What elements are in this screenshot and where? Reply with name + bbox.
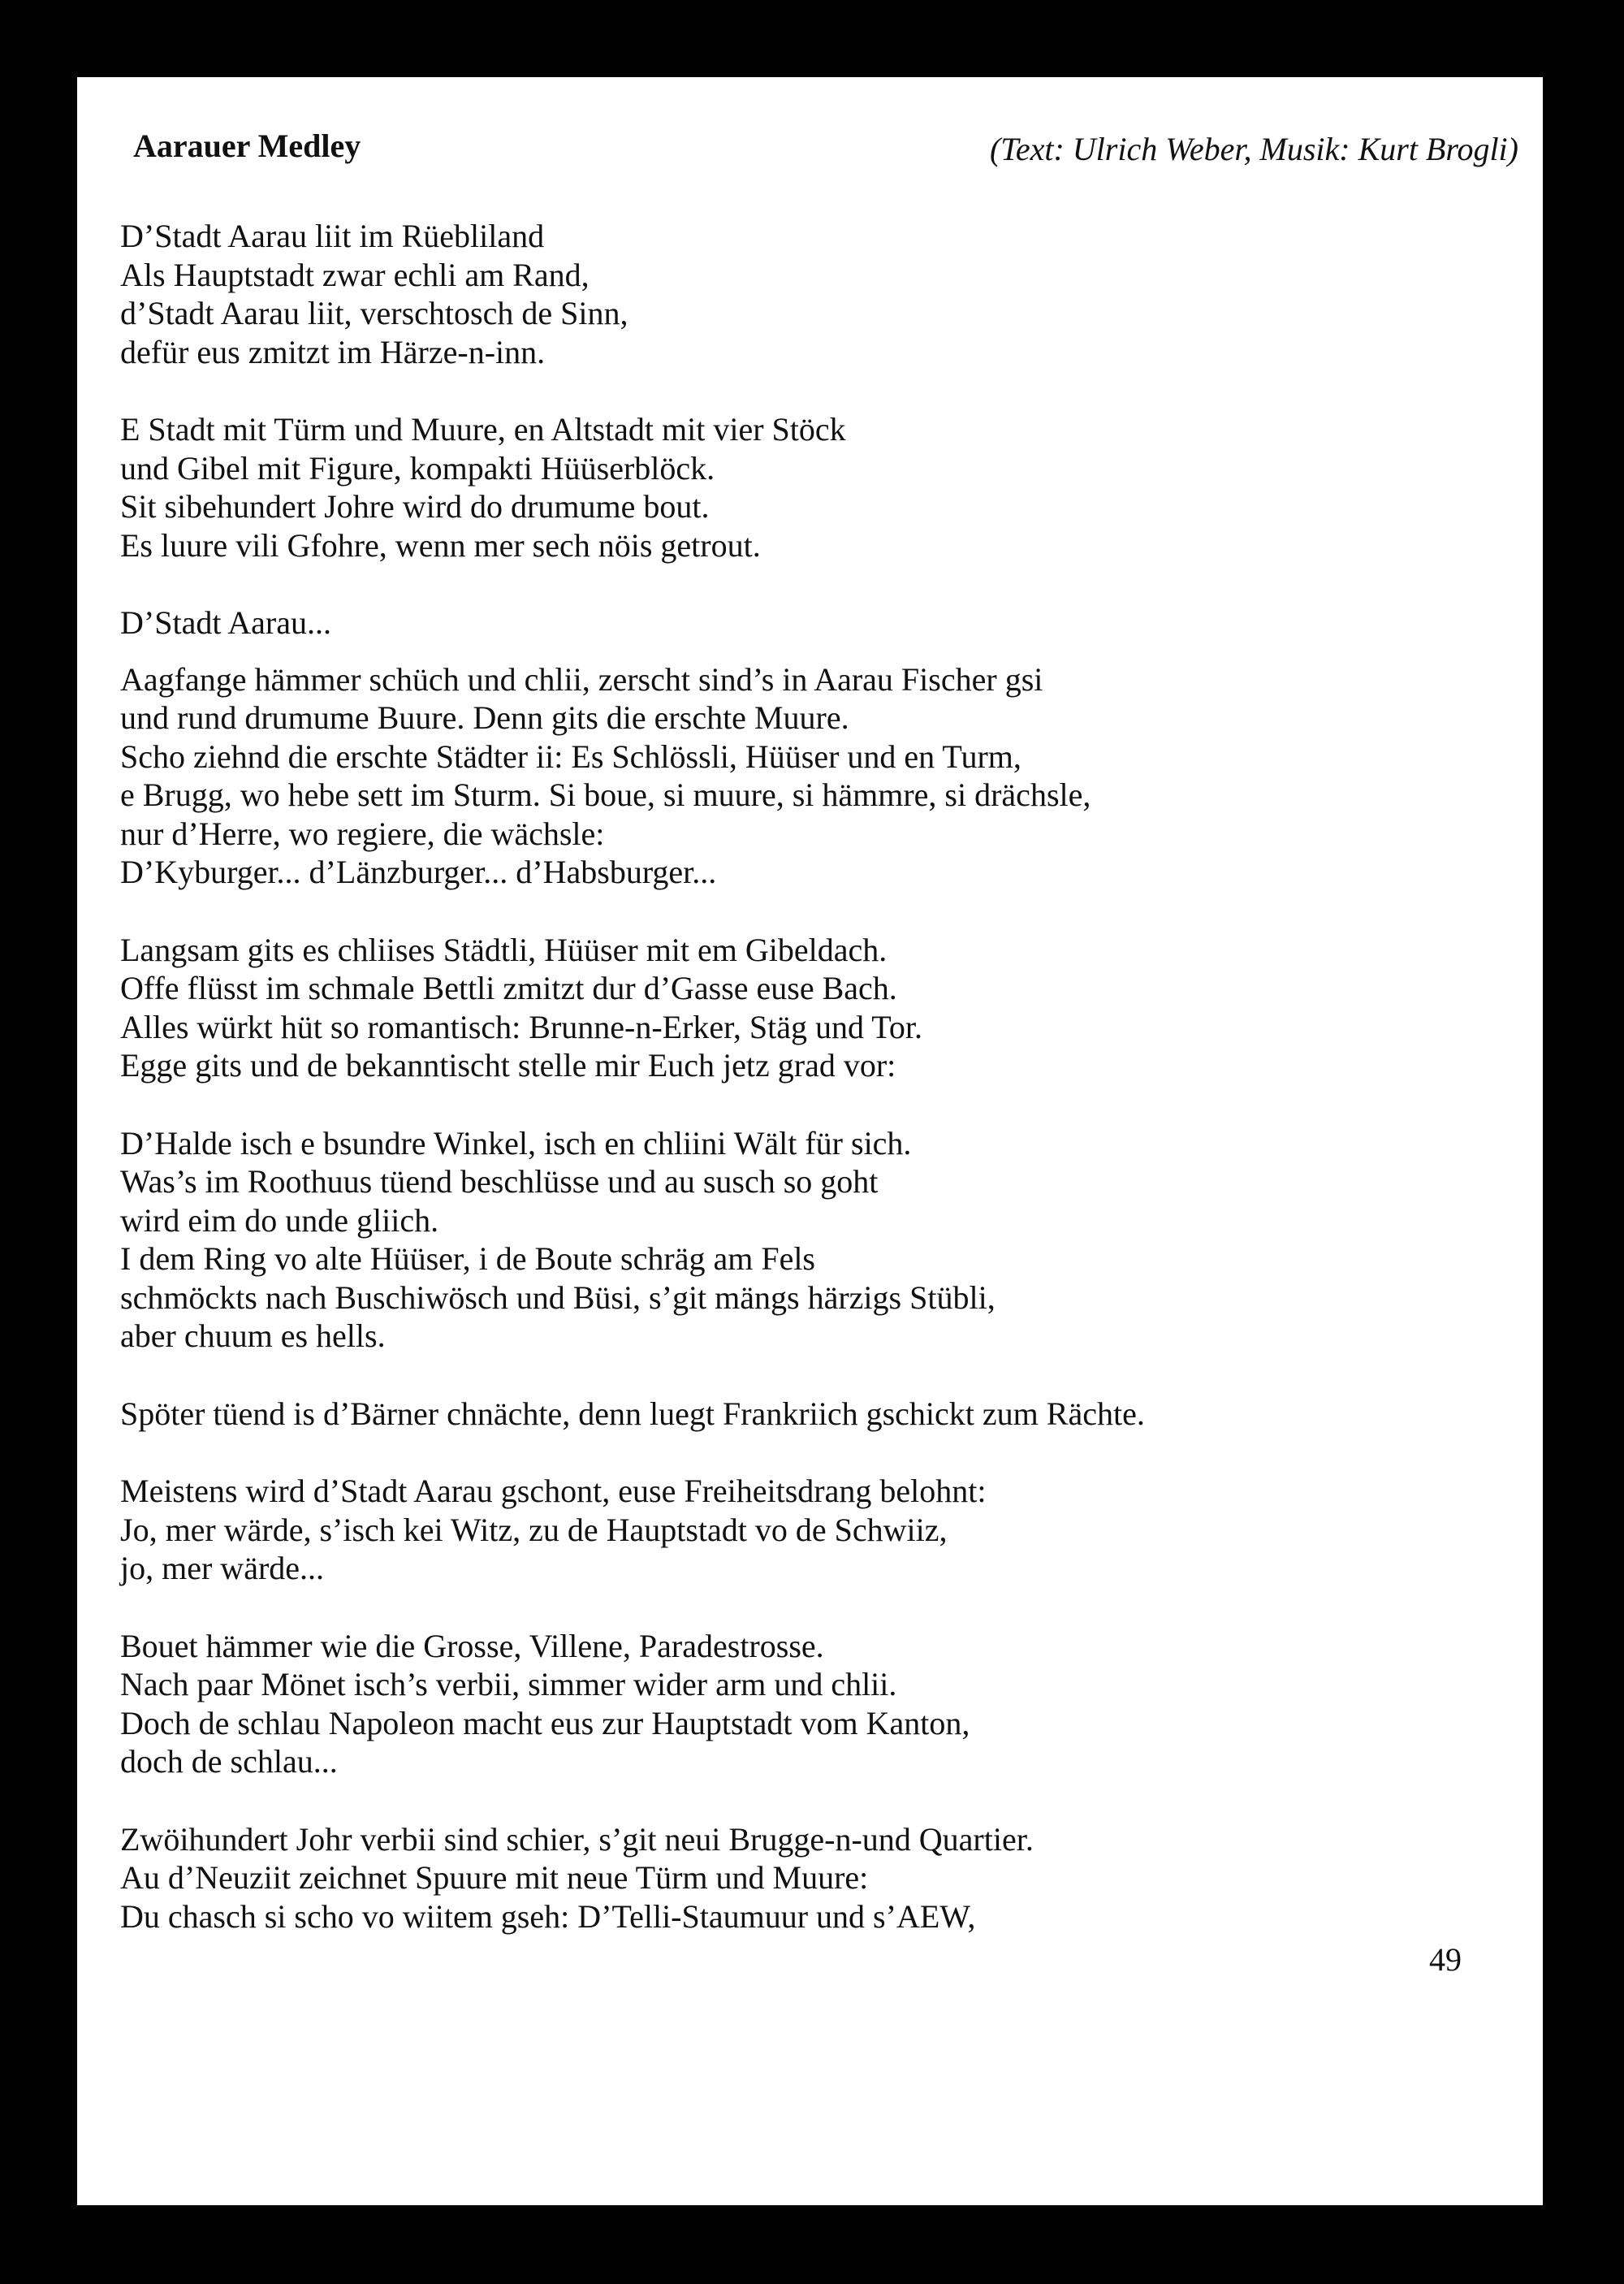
lyric-line: Au d’Neuziit zeichnet Spuure mit neue Türm und Muure: <box>120 1859 869 1896</box>
lyric-line: e Brugg, wo hebe sett im Sturm. Si boue, si muure, si hämmre, si drächsle, <box>120 776 1091 813</box>
lyric-line: Es luure vili Gfohre, wenn mer sech nöis getrout. <box>120 526 761 564</box>
stanza-6 <box>120 1124 1444 1356</box>
lyric-line: Meistens wird d’Stadt Aarau gschont, euse Freiheitsdrang belohnt: <box>120 1473 987 1509</box>
lyric-line: Was’s im Roothuus tüend beschlüsse und au susch so goht <box>120 1163 879 1200</box>
lyric-line: Du chasch si scho vo wiitem gseh: D’Telli-Staumuur und s’AEW, <box>120 1897 976 1935</box>
lyric-line: aber chuum es hells. <box>120 1317 386 1354</box>
lyric-line: nur d’Herre, wo regiere, die wächsle: <box>120 815 605 852</box>
lyric-line: Spöter tüend is d’Bärner chnächte, denn luegt Frankriich gschickt zum Rächte. <box>120 1395 1145 1432</box>
lyric-line: defür eus zmitzt im Härze-n-inn. <box>120 333 546 370</box>
lyric-line: Als Hauptstadt zwar echli am Rand, <box>120 256 590 293</box>
lyric-line: und rund drumume Buure. Denn gits die erschte Muure. <box>120 699 849 736</box>
lyric-line: D’Stadt Aarau liit im Rüebliland <box>120 218 545 254</box>
lyric-line: und Gibel mit Figure, kompakti Hüüserblöck. <box>120 449 715 487</box>
lyric-line: d’Stadt Aarau liit, verschtosch de Sinn, <box>120 295 628 331</box>
lyric-line: Scho ziehnd die erschte Städter ii: Es Schlössli, Hüüser und en Turm, <box>120 738 1021 775</box>
lyric-line: doch de schlau... <box>120 1743 338 1780</box>
lyric-line: Doch de schlau Napoleon macht eus zur Hauptstadt vom Kanton, <box>120 1704 970 1741</box>
song-credits: (Text: Ulrich Weber, Musik: Kurt Brogli) <box>989 131 1518 167</box>
stanza-1 <box>120 217 1444 371</box>
lyric-line: wird eim do unde gliich. <box>120 1201 439 1239</box>
stanza-5 <box>120 931 1444 1085</box>
lyric-line: Langsam gits es chliises Städtli, Hüüser mit em Gibeldach. <box>120 931 888 968</box>
lyric-line: Sit sibehundert Johre wird do drumume bout. <box>120 488 710 525</box>
lyric-line: Nach paar Mönet isch’s verbii, simmer wider arm und chlii. <box>120 1666 897 1702</box>
stanza-3 <box>120 603 1444 642</box>
lyrics-body <box>120 217 1444 1975</box>
lyric-line: Bouet hämmer wie die Grosse, Villene, Paradestrosse. <box>120 1627 824 1664</box>
lyric-line: D’Halde isch e bsundre Winkel, isch en chliini Wält für sich. <box>120 1124 912 1161</box>
lyric-line: E Stadt mit Türm und Muure, en Altstadt mit vier Stöck <box>120 411 846 448</box>
lyric-line: Zwöihundert Johr verbii sind schier, s’git neui Brugge-n-und Quartier. <box>120 1820 1034 1858</box>
lyric-line: D’Stadt Aarau... <box>120 604 331 641</box>
stanza-4 <box>120 660 1444 892</box>
stanza-10 <box>120 1820 1444 1936</box>
lyric-line: Offe flüsst im schmale Bettli zmitzt dur d’Gasse euse Bach. <box>120 970 897 1006</box>
lyric-line: jo, mer wärde... <box>120 1550 325 1586</box>
lyric-line: Egge gits und de bekanntischt stelle mir Euch jetz grad vor: <box>120 1047 896 1084</box>
song-title: Aarauer Medley <box>133 128 361 164</box>
lyric-line: D’Kyburger... d’Länzburger... d’Habsburger... <box>120 854 717 890</box>
stanza-7 <box>120 1395 1444 1434</box>
lyric-line: Jo, mer wärde, s’isch kei Witz, zu de Hauptstadt vo de Schwiiz, <box>120 1511 948 1548</box>
stanza-2 <box>120 410 1444 565</box>
stanza-8 <box>120 1472 1444 1588</box>
lyric-line: Aagfange hämmer schüch und chlii, zerscht sind’s in Aarau Fischer gsi <box>120 660 1043 698</box>
lyric-line: Alles würkt hüt so romantisch: Brunne-n-Erker, Stäg und Tor. <box>120 1008 923 1045</box>
lyric-line: schmöckts nach Buschiwösch und Büsi, s’git mängs härzigs Stübli, <box>120 1278 996 1316</box>
page-number: 49 <box>1429 1941 1462 1978</box>
stanza-9 <box>120 1627 1444 1781</box>
lyric-line: I dem Ring vo alte Hüüser, i de Boute schräg am Fels <box>120 1240 815 1277</box>
